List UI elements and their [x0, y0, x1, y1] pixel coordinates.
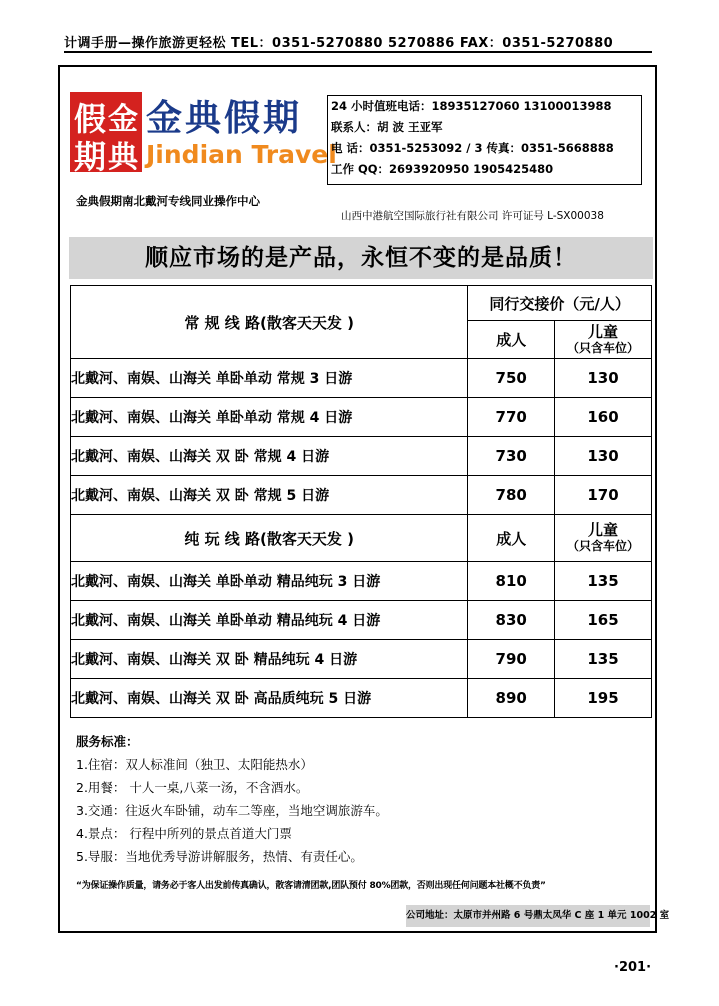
route-name: 北戴河、南娱、山海关 双 卧 常规 4 日游	[71, 437, 468, 476]
work-qq: 工作 QQ：2693920950 1905425480	[331, 162, 554, 176]
agency-license: 山西中港航空国际旅行社有限公司 许可证号 L-SX00038	[341, 210, 604, 222]
contact-box	[327, 95, 642, 185]
child-label: 儿童	[588, 521, 619, 539]
price-table	[70, 285, 652, 718]
route-name: 北戴河、南娱、山海关 双 卧 高品质纯玩 5 日游	[71, 679, 468, 718]
hotline: 24 小时值班电话：18935127060 13100013988	[331, 99, 612, 113]
child-header	[555, 515, 652, 562]
logo-char: 假	[74, 100, 107, 138]
child-price: 135	[555, 640, 652, 679]
brand-name-en: Jindian Travel	[146, 140, 337, 169]
child-price: 165	[555, 601, 652, 640]
service-item: 5.导服：当地优秀导游讲解服务，热情、有责任心。	[76, 849, 363, 864]
top-bar: 计调手册—操作旅游更轻松 TEL：0351-5270880 5270886 FAX：0351-5270880	[64, 36, 614, 51]
adult-price: 810	[468, 562, 555, 601]
table-row	[71, 398, 652, 437]
service-item: 1.住宿：双人标准间（独卫、太阳能热水）	[76, 757, 313, 772]
child-price: 135	[555, 562, 652, 601]
adult-header: 成人	[468, 321, 555, 359]
adult-price: 890	[468, 679, 555, 718]
logo-char: 期	[74, 138, 107, 176]
service-standards	[76, 730, 388, 868]
child-note: （只含车位）	[567, 539, 640, 553]
table-row	[71, 679, 652, 718]
adult-price: 770	[468, 398, 555, 437]
brand-name-cn: 金典假期	[146, 97, 303, 139]
child-note: （只含车位）	[567, 340, 640, 355]
child-price: 160	[555, 398, 652, 437]
contacts: 联系人：胡 波 王亚军	[331, 120, 443, 134]
service-item: 3.交通：往返火车卧铺，动车二等座，当地空调旅游车。	[76, 803, 388, 818]
price-header: 同行交接价（元/人）	[468, 286, 652, 321]
section-title: 常 规 线 路(散客天天发 )	[71, 286, 468, 359]
service-item: 2.用餐： 十人一桌,八菜一汤，不含酒水。	[76, 780, 309, 795]
adult-price: 830	[468, 601, 555, 640]
center-name: 金典假期南北戴河专线同业操作中心	[76, 194, 260, 208]
page-number: ·201·	[614, 960, 652, 975]
service-title: 服务标准：	[76, 734, 139, 749]
notice: “为保证操作质量，请务必于客人出发前传真确认，散客请清团款,团队预付 80%团款，否则出现任何问题本社概不负责”	[76, 881, 546, 891]
table-row	[71, 601, 652, 640]
route-name: 北戴河、南娱、山海关 单卧单动 精品纯玩 4 日游	[71, 601, 468, 640]
section-title: 纯 玩 线 路(散客天天发 )	[71, 515, 468, 562]
child-price: 170	[555, 476, 652, 515]
adult-price: 790	[468, 640, 555, 679]
logo-char: 金	[108, 102, 138, 137]
table-row	[71, 562, 652, 601]
slogan-banner: 顺应市场的是产品，永恒不变的是品质！	[69, 237, 653, 279]
service-item: 4.景点： 行程中所列的景点首道大门票	[76, 826, 292, 841]
table-row	[71, 437, 652, 476]
logo	[70, 92, 142, 176]
route-name: 北戴河、南娱、山海关 双 卧 常规 5 日游	[71, 476, 468, 515]
adult-price: 730	[468, 437, 555, 476]
route-name: 北戴河、南娱、山海关 单卧单动 常规 4 日游	[71, 398, 468, 437]
adult-price: 780	[468, 476, 555, 515]
route-name: 北戴河、南娱、山海关 双 卧 精品纯玩 4 日游	[71, 640, 468, 679]
route-name: 北戴河、南娱、山海关 单卧单动 常规 3 日游	[71, 359, 468, 398]
child-header	[555, 321, 652, 359]
table-row	[71, 476, 652, 515]
table-row	[71, 640, 652, 679]
top-divider	[64, 51, 652, 53]
phone-fax: 电 话：0351-5253092 / 3 传真：0351-5668888	[331, 141, 614, 155]
child-label: 儿童	[588, 322, 619, 341]
child-price: 130	[555, 437, 652, 476]
adult-price: 750	[468, 359, 555, 398]
child-price: 195	[555, 679, 652, 718]
logo-char: 典	[108, 140, 138, 175]
adult-header: 成人	[468, 515, 555, 562]
company-address: 公司地址：太原市并州路 6 号鼎太凤华 C 座 1 单元 1002 室	[406, 905, 650, 927]
table-row	[71, 359, 652, 398]
route-name: 北戴河、南娱、山海关 单卧单动 精品纯玩 3 日游	[71, 562, 468, 601]
child-price: 130	[555, 359, 652, 398]
